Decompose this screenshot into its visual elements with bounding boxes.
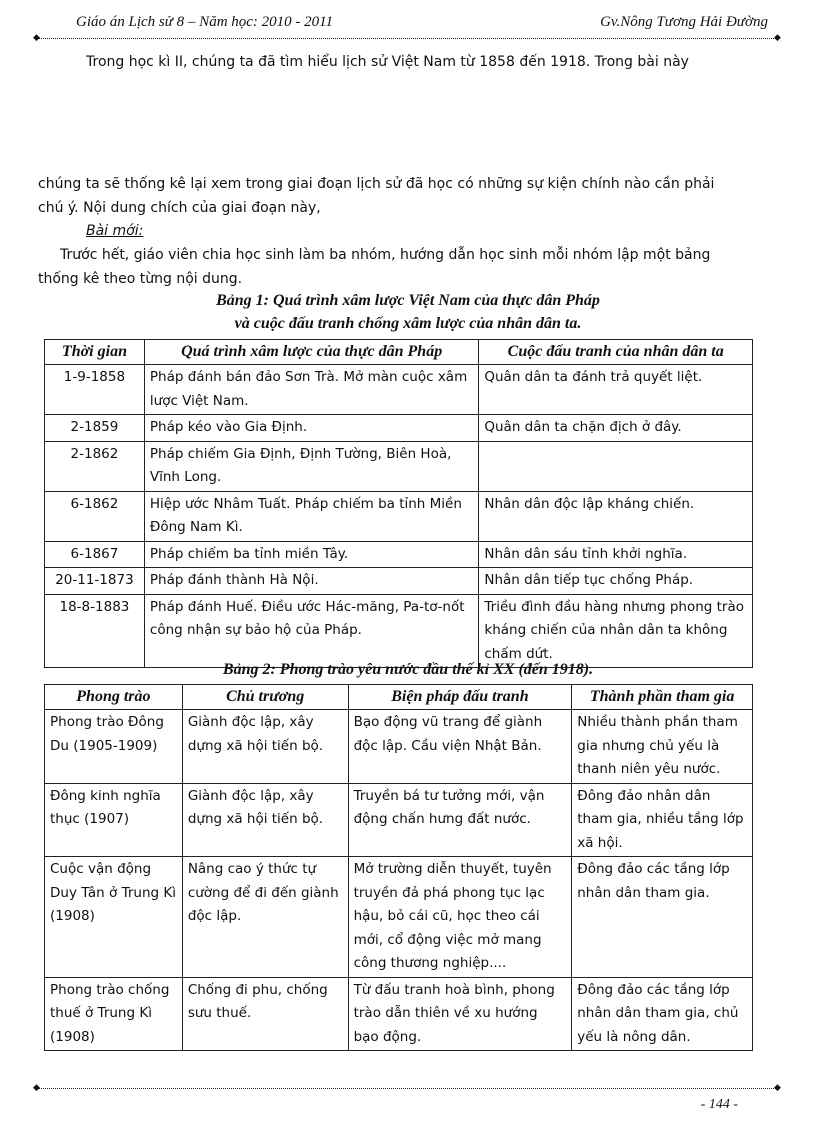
- table-cell: 20-11-1873: [45, 568, 145, 595]
- column-header: Chủ trương: [182, 685, 348, 710]
- table-cell: 2-1859: [45, 415, 145, 442]
- table-cell: 18-8-1883: [45, 594, 145, 668]
- intro-paragraph-2: chúng ta sẽ thống kê lại xem trong giai đoạn lịch sử đã học có những sự kiện chính nào cần phải: [38, 176, 715, 192]
- intro-paragraph-1: Trong học kì II, chúng ta đã tìm hiểu lịch sử Việt Nam từ 1858 đến 1918. Trong bài này: [86, 54, 689, 70]
- table-cell: Cuộc vận động Duy Tân ở Trung Kì (1908): [45, 857, 183, 978]
- table-cell: Nhân dân sáu tỉnh khởi nghĩa.: [479, 541, 753, 568]
- header-rule: [38, 38, 778, 39]
- table-2: [44, 684, 753, 1051]
- table-row: [45, 783, 753, 857]
- table-row: [45, 594, 753, 668]
- column-header: Quá trình xâm lược của thực dân Pháp: [144, 340, 478, 365]
- table2-caption: Bảng 2: Phong trào yêu nước đầu thế kỉ XX (đến 1918).: [222, 661, 594, 678]
- table-row: [45, 365, 753, 415]
- table-row: [45, 857, 753, 978]
- table-cell: Pháp kéo vào Gia Định.: [144, 415, 478, 442]
- column-header: Cuộc đấu tranh của nhân dân ta: [479, 340, 753, 365]
- table-cell: Quân dân ta đánh trả quyết liệt.: [479, 365, 753, 415]
- table-row: [45, 491, 753, 541]
- table-cell: Pháp đánh Huế. Điều ước Hác-măng, Pa-tơ-nốt công nhận sự bảo hộ của Pháp.: [144, 594, 478, 668]
- column-header: Thành phần tham gia: [572, 685, 753, 710]
- table-cell: Phong trào chống thuế ở Trung Kì (1908): [45, 977, 183, 1051]
- table-cell: Pháp đánh thành Hà Nội.: [144, 568, 478, 595]
- table-cell: Pháp chiếm Gia Định, Định Tường, Biên Hoà, Vĩnh Long.: [144, 441, 478, 491]
- table-row: [45, 441, 753, 491]
- table-row: [45, 415, 753, 442]
- page-number: - 144 -: [700, 1097, 738, 1112]
- diamond-icon: ◆: [33, 1083, 40, 1093]
- intro-paragraph-5: thống kê theo từng nội dung.: [38, 271, 243, 287]
- table-cell: Hiệp ước Nhâm Tuất. Pháp chiếm ba tỉnh Miền Đông Nam Kì.: [144, 491, 478, 541]
- table-cell: Bạo động vũ trang để giành độc lập. Cầu viện Nhật Bản.: [348, 710, 572, 784]
- table-cell: Nâng cao ý thức tự cường để đi đến giành độc lập.: [182, 857, 348, 978]
- table1-caption-1: Bảng 1: Quá trình xâm lược Việt Nam của thực dân Pháp: [216, 292, 600, 309]
- table-row: [45, 710, 753, 784]
- column-header: Biện pháp đấu tranh: [348, 685, 572, 710]
- table-cell: Pháp chiếm ba tỉnh miền Tây.: [144, 541, 478, 568]
- table-row: [45, 568, 753, 595]
- diamond-icon: ◆: [774, 33, 781, 43]
- table-cell: Truyền bá tư tưởng mới, vận động chấn hưng đất nước.: [348, 783, 572, 857]
- footer-rule: [38, 1088, 778, 1089]
- table-cell: Mở trường diễn thuyết, tuyên truyền đả phá phong tục lạc hậu, bỏ cái cũ, học theo cái mới, cổ động việc mở mang công thương nghiệp....: [348, 857, 572, 978]
- table-row: [45, 541, 753, 568]
- table-cell: Pháp đánh bán đảo Sơn Trà. Mở màn cuộc xâm lược Việt Nam.: [144, 365, 478, 415]
- table-1: [44, 339, 753, 668]
- table-cell: Nhân dân độc lập kháng chiến.: [479, 491, 753, 541]
- table-cell: 6-1862: [45, 491, 145, 541]
- table-cell: Giành độc lập, xây dựng xã hội tiến bộ.: [182, 783, 348, 857]
- table-header-row: [45, 685, 753, 710]
- table-cell: Giành độc lập, xây dựng xã hội tiến bộ.: [182, 710, 348, 784]
- table-cell: 2-1862: [45, 441, 145, 491]
- table-cell: Đông kinh nghĩa thục (1907): [45, 783, 183, 857]
- table1-caption-2: và cuộc đấu tranh chống xâm lược của nhân dân ta.: [234, 315, 582, 332]
- page-header-left: Giáo án Lịch sử 8 – Năm học: 2010 - 2011: [76, 14, 334, 30]
- table-cell: Triều đình đầu hàng nhưng phong trào kháng chiến của nhân dân ta không chấm dứt.: [479, 594, 753, 668]
- page-header-right: Gv.Nông Tương Hải Đường: [600, 14, 768, 30]
- intro-paragraph-3: chú ý. Nội dung chích của giai đoạn này,: [38, 200, 321, 216]
- table-cell: Từ đấu tranh hoà bình, phong trào dẫn thiên về xu hướng bạo động.: [348, 977, 572, 1051]
- table-cell: Nhân dân tiếp tục chống Pháp.: [479, 568, 753, 595]
- table-cell: Đông đảo các tầng lớp nhân dân tham gia, chủ yếu là nông dân.: [572, 977, 753, 1051]
- table-cell: Phong trào Đông Du (1905-1909): [45, 710, 183, 784]
- table-cell: Đông đảo các tầng lớp nhân dân tham gia.: [572, 857, 753, 978]
- table-row: [45, 977, 753, 1051]
- table-cell: 1-9-1858: [45, 365, 145, 415]
- table-cell: Nhiều thành phần tham gia nhưng chủ yếu là thanh niên yêu nước.: [572, 710, 753, 784]
- diamond-icon: ◆: [33, 33, 40, 43]
- table-cell: Quân dân ta chặn địch ở đây.: [479, 415, 753, 442]
- table-cell: Đông đảo nhân dân tham gia, nhiều tầng lớp xã hội.: [572, 783, 753, 857]
- table-header-row: [45, 340, 753, 365]
- bai-moi-label: Bài mới:: [86, 223, 144, 239]
- column-header: Phong trào: [45, 685, 183, 710]
- table-cell: [479, 441, 753, 491]
- diamond-icon: ◆: [774, 1083, 781, 1093]
- table-cell: Chống đi phu, chống sưu thuế.: [182, 977, 348, 1051]
- table-cell: 6-1867: [45, 541, 145, 568]
- intro-paragraph-4: Trước hết, giáo viên chia học sinh làm ba nhóm, hướng dẫn học sinh mỗi nhóm lập một bảng: [60, 247, 711, 263]
- column-header: Thời gian: [45, 340, 145, 365]
